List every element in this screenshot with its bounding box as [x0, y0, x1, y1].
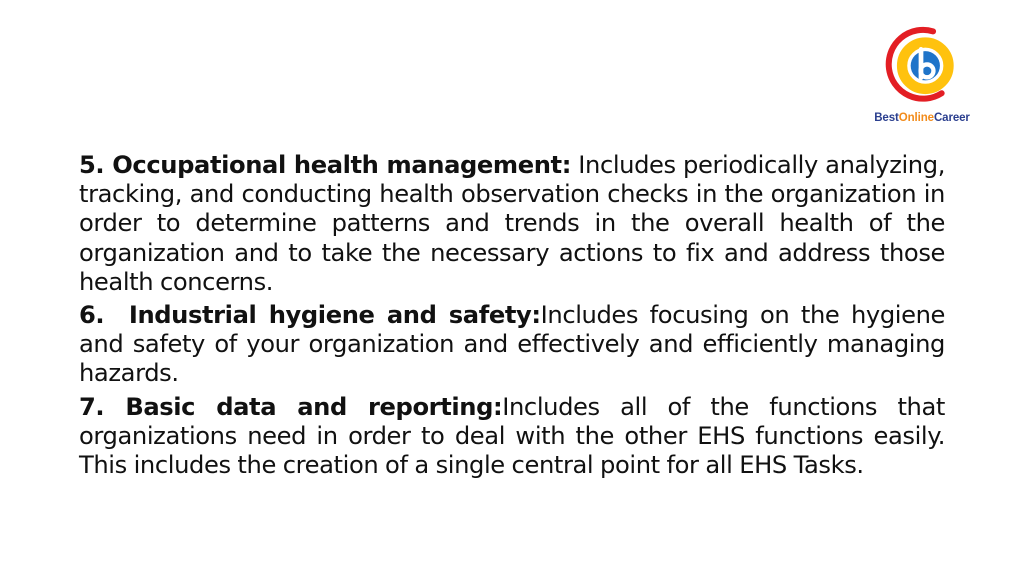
item-body: Includes all of the functions that organizations need in order to deal with the other EHS functions easily. This includes the creation of a single central point for all EHS Tasks. [79, 392, 945, 480]
item-heading: 7. Basic data and reporting: [79, 392, 503, 421]
item-heading: 6. Industrial hygiene and safety: [79, 301, 541, 330]
brand-name-online: Online [898, 112, 934, 124]
paragraph-occupational-health [79, 151, 945, 297]
item-body: Includes focusing on the hygiene and safety of your organization and effectively and efficiently managing hazards. [79, 301, 946, 388]
brand-name-best: Best [874, 112, 899, 124]
brand-mark-icon [878, 20, 964, 108]
item-heading: 5. Occupational health management: [79, 151, 571, 179]
paragraph-data-reporting [79, 393, 945, 481]
brand-name-career: Career [933, 112, 970, 124]
paragraph-industrial-hygiene [79, 301, 945, 389]
brand-name [862, 112, 982, 124]
item-body: Includes periodically analyzing, tracking, and conducting health observation checks in the organization in order to determine patterns and trends in the overall health of the organization and to take the necessary actions to fix and address those health concerns. [79, 151, 945, 296]
document-body [79, 151, 945, 484]
brand-logo [862, 20, 982, 132]
